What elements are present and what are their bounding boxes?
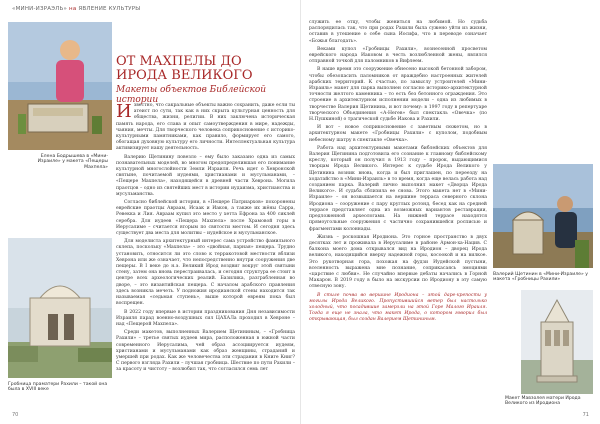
portrait-photo-left-image: [8, 22, 112, 150]
body-paragraph: Для моделиста архитектурный интерес сама устройство фамильного склепа, поскольку «Махпела» – это «двойная, парная» пещера. Трудно установить, относится ли это слово к терракотовой местности вблизи Хеврона или же означает, что непосредственно внутри сооружения две пещеры. В I веке до н.э. Великий Ирод воздвиг вокруг этой святыни стену, затем она вновь перестраивалась, и сегодня структура ее стоит в центре всех археологических реалий. Базилика, разграбленная во дворе, – это византийская пещера. С началом арабского правления здесь возникла мечеть. У подножия иродианской стены находится так называемая «седьмая ступень», выше которой евреям пока был воспрещен.: [116, 239, 295, 307]
drop-cap: И: [116, 101, 132, 122]
herod-photo-right: [521, 290, 593, 394]
article-subtitle: Макеты объектов Библейской истории: [116, 85, 267, 105]
body-paragraph: В 2022 году впервые в истории праздникования Дня независимости Израиля парад военно-воздушных сил ЦАХАЛа проходил в Хевроне – над «Пещерой Махпела».: [116, 309, 295, 327]
portrait-photo-right: [493, 164, 593, 268]
tomb-photo-left: [8, 238, 112, 378]
article-title: ОТ МАХПЕЛЫ ДО ИРОДА ВЕЛИКОГО: [116, 54, 253, 83]
body-paragraph: В наше время это сооружение обнесено высокой бетонной забором, чтобы обезопасить паломников от враждебно настроенных жителей арабских территорий. К счастью, по замыслу устроителей «Мини-Израиль» макет для парка выполнен согласно историко-архитектурной точности желтого каменника – то есть без бетонного ограждения. Это строение в архитектурном исполнении модели – одна из любимых в творчестве Валерия Щетинина, и вот почему: в 1997 году в репертуаре творческого Объединения «А-Негев» был спектакль «Овечка» (по Н.Пушкиной) о трагической судьбе Иакова и Рахили.: [309, 67, 487, 123]
portrait-photo-right-image: [493, 164, 593, 268]
portrait-photo-left: [8, 22, 112, 150]
body-paragraph: Среди макетов, выполненных Валерием Щетининым, – «Гробница Рахили» – третье святых иудеев мира, расположенная в южной части современного Иерусалима, чей образ ассоциируется иудеям, христианами и мусульманами как образ женщины, страданий и умершей при родах. Как же человечества эти страдания в Книге Книг? С первого взгляда Рахили – лучшая гробница. Шествие по пути Рахили – за красоту и чистоту – возлюбил так, что согласился семь лет: [116, 330, 295, 373]
section-name: ЯВЛЕНИЕ КУЛЬТУРЫ: [78, 6, 141, 12]
page-number-right: 71: [582, 412, 589, 418]
caption-herod-right: Макет Мавзолея матери Ирода Великого из Иродиона: [505, 396, 581, 407]
body-paragraph: Согласно библейской истории, в «Пещере Патриархов» похоронены еврейские праотцы Авраам, Исаак и Иаков, а также их жёны Сарра, Ревекка и Лия. Авраам купил это место у хетта Ефрона за 400 сиклей серебра. Для иудеев «Пещера Махпела» после Храмовой горы в Иерусалиме – считается вторым по святости местом. И сегодня здесь существует два места для молитвы – иудейское и мусульманское.: [116, 200, 295, 237]
tomb-photo-left-image: [8, 238, 112, 378]
body-paragraph: служить ее отцу, чтобы жениться на любимой. Но судьба распорядилась так, что при родах Рахили была сужено уйти из жизни, оставив в утешение о себе сына Иосифа, что в переводе означает «Божья благодать».: [309, 20, 487, 44]
body-paragraph: Известно, что сакральные объекты важно сохранить, даже если ты атеист по сути, так как в них скрыта культурная ценность для общества, жизни, религии. В них заключена историческая память народа, его слава и опыт самоутверждения в мире, надежды, чаяния, мечты. Для творческого человека соприкосновение с историко-культурными памятниками, как правило, формирует его самого, обогащая духовную культуру его личности. Интеллектуальная культура активизирует нашу деятельность.: [116, 101, 295, 152]
header-separator: на: [69, 6, 77, 12]
body-paragraph: Веками купол «Гробницы Рахили», вознесенной просветом еврейского народа Иаковом в честь возлюбленной жены, являлся отправной точкой для паломников в Вифлеем.: [309, 46, 487, 65]
running-header: [12, 6, 140, 12]
left-text-column: [116, 103, 295, 403]
body-paragraph: Работа над архитектурными макетами библейских объектов для Валерия Щетинина подготовила его сознание к главному библейскому креслу, который он получил в 1913 году – пророк, выдающимися творцам Ирода Великого. Интерес к судьбе Ирода Великого у Щетинина возник вновь, когда и был приглашен, по переезду на ходатайство в «Мини-Израиль» в то время, когда еще велась работа над созданием парка. Валерий лично выполнил макет «Дворца Ирода Великого». И судьба сблизила ее снова. Этого макета нет в «Мини-Израиле» – он возвышается на вершине терраса северного склона Иродиона – сооружение с пару круглых ротонд, бесед как на средней террасе представляет одна из возможных вариантов реставрации, предложенной археологами. На нижней террасе находятся прямоугольные сооружения с частично сохранившейся росписью и фрагментами колоннады.: [309, 145, 487, 232]
page-number-left: 70: [12, 412, 19, 418]
body-paragraph: И вот – новое соприкосновение с заветным сюжетом, но в архитектурном макете «Гробницы Рахили» с куполом, подобным небесному шатру в спектакле «Овечка».: [309, 125, 487, 143]
caption-tomb-left: Гробница праматери Рахили – такой она была в XVIII веке: [8, 382, 108, 393]
right-page: [300, 0, 600, 424]
herod-photo-right-image: [521, 290, 593, 394]
body-paragraph: Жизнь – роскошная Иродиона. Это горное пространство в двух десятках лет и проживала в Иерусалиме в районе Армон-ха-Нацив. С балкона моего дома открывался вид на Иродион – дворец Ирода великого, находящийся вверху надежной горы, косоокой и на вилкое. Это рукотворная гора, похожая на фудзи Иудейской пустыни, вселенность выражена мне познание, соприкасаясь эмоциями «царствие с любви». Не случайно впервые дебаты начались в Горной Макарон. В 2019 году в было на экскурсии по Иродиону в эту самую отвесную зону.: [309, 234, 487, 290]
right-text-column: [309, 20, 487, 404]
caption-portrait-right-side: Валерий Щетинин в «Мини-Израиле» у макета «Гробницы Рахили»: [493, 272, 588, 283]
pull-quote: В стиле почва во вершине Иродиона – этой даре-крепости у могилы Ирода Великого. Пропустившийся ветер был настолько холодный, что посадившие замерзли на этой Горе Малого Ираиля. Тогда я еще не знала, что макет Ирода, о котором говорил был открывающая, был создан Валерием Щетининым.: [309, 292, 487, 323]
body-paragraph: Валерию Щетинину повезло – ему было заказано одна из самых познавательных моделей, во многом предопределившая его понимание культурной многослойности Земли Израиля. Речь идет о Хевронской святыне, почитаемой иудеями, христианами и мусульманами, – «Пещере Махпела», находящейся в древней части Хеврона. Могила праотцов – одно из святейших мест в истории иудаизма, христианства и мусульманства.: [116, 154, 295, 197]
caption-portrait-left: Елена Бодрышева в «Мини-Израиле» у макета «Пещеры Махпела»: [37, 154, 108, 170]
magazine-name: «МИНИ-ИЗРАЭЛЬ»: [12, 6, 68, 12]
